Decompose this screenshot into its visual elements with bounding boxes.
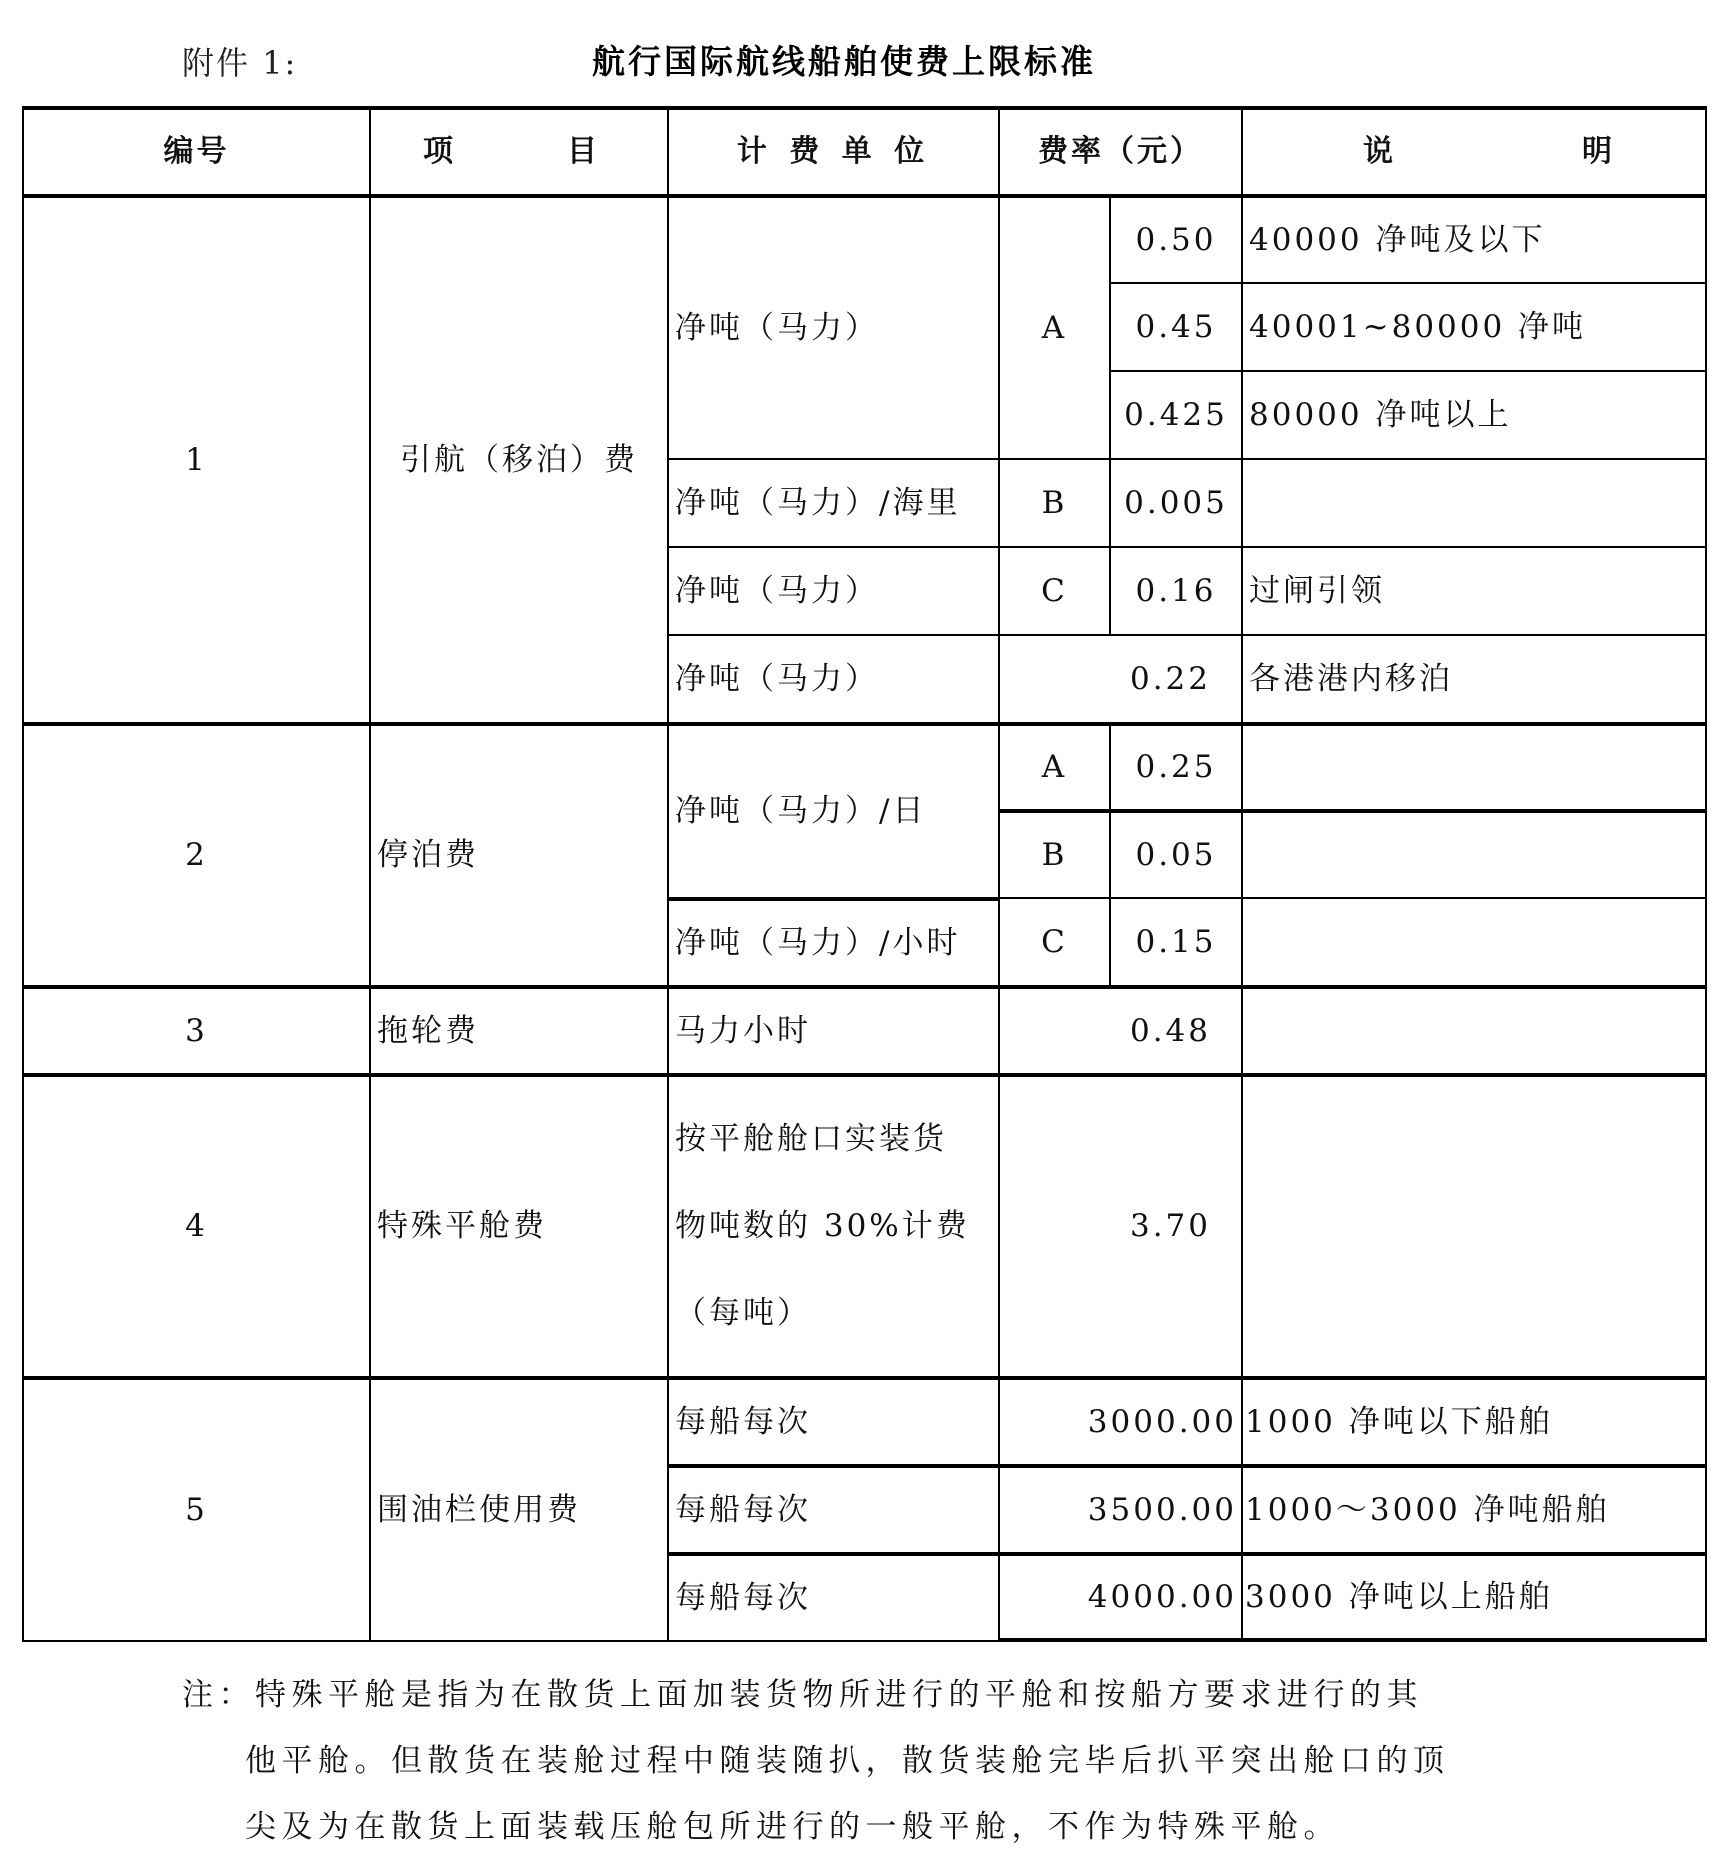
row2-class-b-value: B <box>1041 836 1068 873</box>
row3-unit <box>667 985 1000 1075</box>
header-item <box>369 106 669 196</box>
row1-unit-c-value: 净吨（马力） <box>675 572 879 609</box>
row2-unit-c <box>667 897 1000 987</box>
row3-no-value: 3 <box>185 1012 208 1049</box>
row5-rate-2-value: 3500.00 <box>1087 1491 1237 1528</box>
header-unit-label: 计 费 单 位 <box>736 134 931 169</box>
row4-rate <box>998 1073 1243 1378</box>
row1-item <box>369 194 669 724</box>
row5-rate-1-value: 3000.00 <box>1087 1403 1237 1440</box>
row5-desc-3-value: 3000 净吨以上船舶 <box>1245 1578 1553 1615</box>
row5-unit-1-value: 每船每次 <box>675 1403 811 1440</box>
row2-class-c-value: C <box>1041 923 1068 960</box>
row4-rate-value: 3.70 <box>1129 1208 1211 1244</box>
footnote-line-2: 他平舱。但散货在装舱过程中随装随扒，散货装舱完毕后扒平突出舱口的顶 <box>245 1743 1450 1779</box>
attachment-label: 附件 1: <box>182 44 298 82</box>
footnote <box>182 1662 1450 1860</box>
row1-unit-c <box>667 546 1000 636</box>
header-item-label: 项 目 <box>423 134 615 169</box>
row1-rate-a2-value: 0.45 <box>1135 308 1217 345</box>
row2-item <box>369 722 669 987</box>
row1-desc-a2 <box>1241 282 1707 372</box>
row5-rate-3 <box>998 1552 1243 1642</box>
row1-unit-b-value: 净吨（马力）/海里 <box>675 484 961 521</box>
row1-rate-a2 <box>1109 282 1243 372</box>
row2-desc-a <box>1241 722 1707 811</box>
header-rate <box>998 106 1243 196</box>
row1-desc-c-value: 过闸引领 <box>1249 572 1385 609</box>
footnote-line-1: 注：特殊平舱是指为在散货上面加装货物所进行的平舱和按船方要求进行的其 <box>182 1677 1423 1713</box>
row1-rate-a1-value: 0.50 <box>1135 221 1217 258</box>
row2-desc-b <box>1241 809 1707 899</box>
row1-no-value: 1 <box>185 441 208 478</box>
row2-item-value: 停泊费 <box>377 837 479 873</box>
row1-class-c <box>998 546 1111 636</box>
row5-unit-2-value: 每船每次 <box>675 1491 811 1528</box>
row2-rate-b <box>1109 809 1243 899</box>
row2-rate-c-value: 0.15 <box>1135 923 1217 960</box>
footnote-line-3: 尖及为在散货上面装载压舱包所进行的一般平舱，不作为特殊平舱。 <box>245 1809 1340 1845</box>
row2-rate-b-value: 0.05 <box>1135 836 1217 873</box>
row1-rate-a1 <box>1109 194 1243 284</box>
row1-unit-d <box>667 634 1000 724</box>
row5-unit-3-value: 每船每次 <box>675 1579 811 1616</box>
row4-unit-line-2: 物吨数的 30%计费 <box>675 1208 970 1244</box>
header-desc <box>1241 106 1707 196</box>
row4-unit <box>667 1073 1000 1378</box>
row2-class-b <box>998 809 1111 899</box>
header-desc-left: 说 <box>1363 134 1396 169</box>
row5-item-value: 围油栏使用费 <box>377 1491 581 1528</box>
row5-rate-3-value: 4000.00 <box>1087 1578 1237 1615</box>
row5-desc-2 <box>1241 1464 1707 1554</box>
row3-item-value: 拖轮费 <box>377 1012 479 1049</box>
row1-rate-a3-value: 0.425 <box>1124 396 1228 433</box>
row5-rate-2 <box>998 1464 1243 1554</box>
row1-item-value: 引航（移泊）费 <box>400 441 638 478</box>
row5-no <box>22 1376 371 1642</box>
row3-rate-value: 0.48 <box>1129 1012 1211 1049</box>
header-desc-spread <box>1243 134 1705 169</box>
row5-desc-3 <box>1241 1552 1707 1642</box>
row1-unit-a-value: 净吨（马力） <box>675 309 879 346</box>
row1-unit-d-value: 净吨（马力） <box>675 660 879 697</box>
row2-rate-c <box>1109 897 1243 987</box>
row1-unit-a <box>667 194 1000 460</box>
row1-class-b-value: B <box>1041 484 1068 521</box>
row4-item-value: 特殊平舱费 <box>377 1208 547 1244</box>
row2-no <box>22 722 371 987</box>
row2-class-a-value: A <box>1041 749 1068 785</box>
row5-rate-1 <box>998 1376 1243 1466</box>
header-desc-right: 明 <box>1582 134 1615 169</box>
row1-rate-d-value: 0.22 <box>1129 660 1211 697</box>
row2-no-value: 2 <box>185 837 208 873</box>
header-no-label: 编号 <box>163 134 230 169</box>
row1-rate-b <box>1109 458 1243 548</box>
row1-desc-a3-value: 80000 净吨以上 <box>1249 396 1512 433</box>
row2-class-c <box>998 897 1111 987</box>
row1-desc-c <box>1241 546 1707 636</box>
row5-unit-1 <box>667 1376 1000 1466</box>
row1-rate-c-value: 0.16 <box>1135 572 1217 609</box>
row3-unit-value: 马力小时 <box>675 1012 811 1049</box>
row4-unit-line-1: 按平舱舱口实装货 <box>675 1121 947 1157</box>
row4-no-value: 4 <box>185 1208 208 1244</box>
row2-rate-a <box>1109 722 1243 811</box>
row3-rate <box>998 985 1243 1075</box>
row1-desc-a3 <box>1241 370 1707 460</box>
row1-desc-a1 <box>1241 194 1707 284</box>
row1-desc-d-value: 各港港内移泊 <box>1249 660 1453 697</box>
row1-unit-b <box>667 458 1000 548</box>
row2-class-a <box>998 722 1111 811</box>
row1-class-b <box>998 458 1111 548</box>
header-rate-label: 费率（元） <box>1038 134 1203 169</box>
row1-class-a-value: A <box>1041 309 1068 346</box>
row2-unit-ab <box>667 722 1000 899</box>
row2-unit-ab-value: 净吨（马力）/日 <box>675 793 927 829</box>
document-title: 航行国际航线船舶使费上限标准 <box>592 42 1096 81</box>
row1-desc-b <box>1241 458 1707 548</box>
row3-desc <box>1241 985 1707 1075</box>
row5-unit-3 <box>667 1552 1000 1642</box>
row3-no <box>22 985 371 1075</box>
row3-item <box>369 985 669 1075</box>
row1-desc-d <box>1241 634 1707 724</box>
row5-desc-1 <box>1241 1376 1707 1466</box>
row5-desc-2-value: 1000～3000 净吨船舶 <box>1245 1491 1610 1528</box>
row1-rate-a3 <box>1109 370 1243 460</box>
row1-rate-b-value: 0.005 <box>1124 484 1228 521</box>
row2-rate-a-value: 0.25 <box>1135 749 1217 785</box>
header-no <box>22 106 371 196</box>
row5-no-value: 5 <box>185 1491 208 1528</box>
row4-unit-line-3: （每吨） <box>675 1295 811 1331</box>
header-unit <box>667 106 1000 196</box>
row1-desc-a2-value: 40001~80000 净吨 <box>1249 308 1587 345</box>
row5-unit-2 <box>667 1464 1000 1554</box>
row5-item <box>369 1376 669 1642</box>
row4-item <box>369 1073 669 1378</box>
row4-no <box>22 1073 371 1378</box>
row1-class-a <box>998 194 1111 460</box>
row1-no <box>22 194 371 724</box>
row1-desc-a1-value: 40000 净吨及以下 <box>1249 221 1546 258</box>
row1-rate-c <box>1109 546 1243 636</box>
row1-rate-d <box>998 634 1243 724</box>
row2-desc-c <box>1241 897 1707 987</box>
row2-unit-c-value: 净吨（马力）/小时 <box>675 924 961 961</box>
row4-desc <box>1241 1073 1707 1378</box>
row5-desc-1-value: 1000 净吨以下船舶 <box>1245 1403 1553 1440</box>
row1-class-c-value: C <box>1041 572 1068 609</box>
